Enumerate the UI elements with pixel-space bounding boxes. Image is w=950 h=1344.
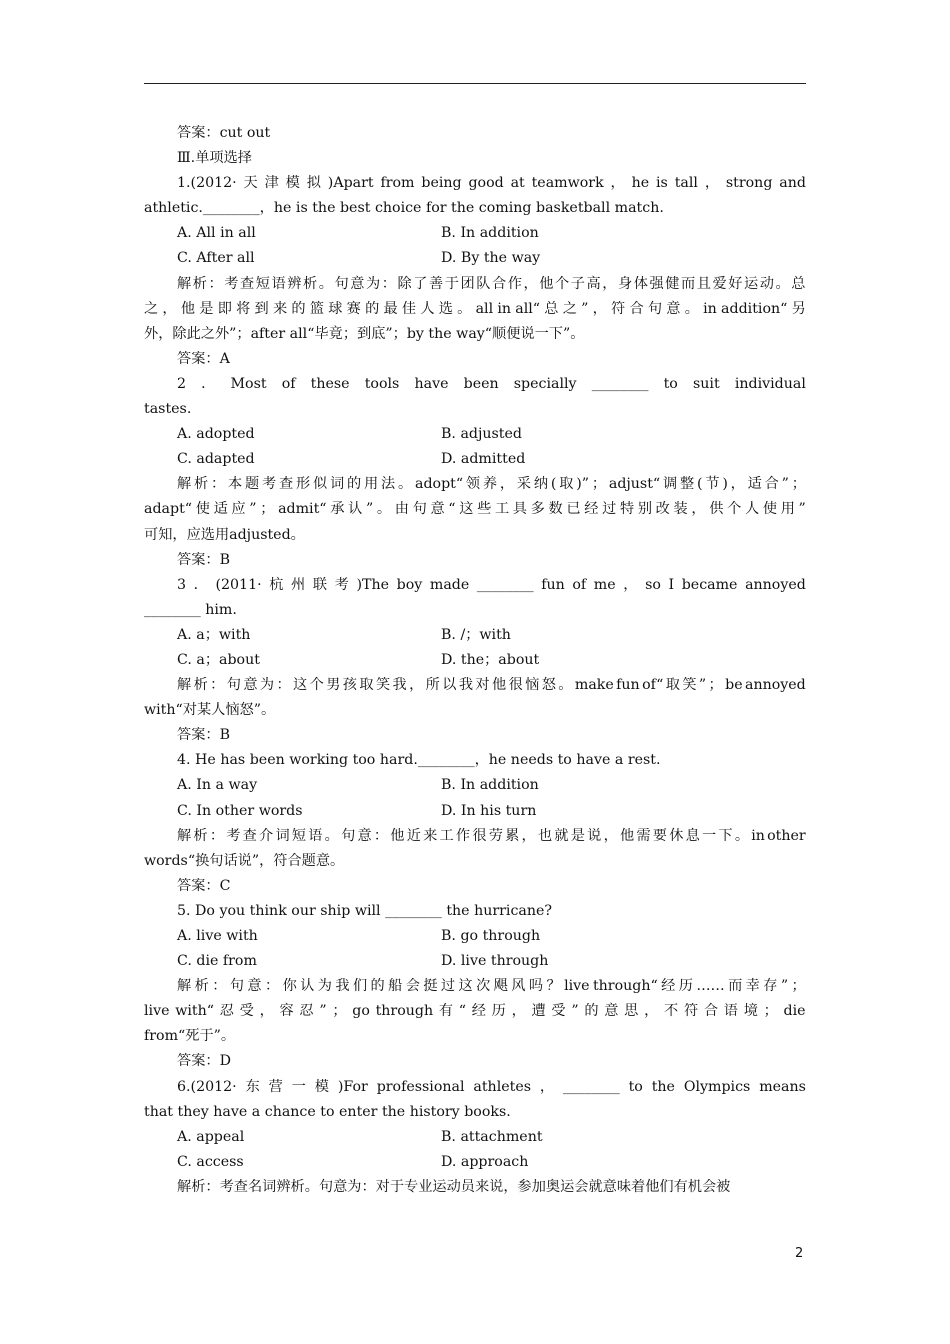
text-line: 解 析 ： 考 查 短 语 辨 析 。 句 意 为 ： 除 了 善 于 团 队 合 作 ， 他 个 子 高 ， 身 体 强 健 而 且 爱 好 运 动 。 总: [177, 275, 806, 292]
answer-options-row: [144, 623, 806, 648]
option-left: A. a；with: [177, 626, 251, 643]
option-left: C. After all: [177, 250, 255, 267]
option-right: D. the；about: [441, 651, 540, 668]
answer-options-row: [144, 1150, 806, 1175]
option-right: D. live through: [441, 953, 549, 970]
option-right: D. By the way: [441, 250, 541, 267]
text-line: 答案：A: [177, 350, 230, 367]
answer-options-row: [144, 221, 806, 246]
text-line: 5. Do you think our ship will ________ the hurricane?: [177, 902, 553, 919]
document-body: [144, 121, 806, 1200]
option-right: B. go through: [441, 928, 541, 944]
answer-options-row: [144, 422, 806, 447]
answer-options-row: [144, 924, 806, 949]
header-rule: [144, 83, 806, 84]
answer-options-row: [144, 447, 806, 472]
option-left: A. live with: [177, 928, 258, 944]
text-line: 2 ． Most of these tools have been specially ________ to suit individual: [177, 375, 806, 392]
option-left: C. die from: [177, 953, 257, 970]
option-left: A. appeal: [177, 1128, 245, 1145]
text-line: tastes.: [144, 401, 192, 418]
option-right: B. adjusted: [441, 426, 522, 443]
text-line: 答案：cut out: [177, 125, 271, 141]
option-right: B. /；with: [441, 626, 511, 643]
text-line: 外，除此之外”；after all“毕竟；到底”；by the way“顺便说一下”。: [144, 325, 585, 342]
option-right: D. approach: [441, 1153, 529, 1170]
text-line: 答案：B: [177, 551, 230, 568]
text-line: 答案：D: [177, 1053, 231, 1070]
option-left: C. access: [177, 1153, 244, 1170]
text-line: adapt“ 使 适 应 ” ； admit“ 承 认 ” 。 由 句 意 “ 这 些 工 具 多 数 已 经 过 特 别 改 装 ， 供 个 人 使 用 ”: [144, 501, 806, 518]
answer-options-row: [144, 799, 806, 824]
option-left: A. In a way: [177, 777, 258, 794]
text-line: 之 ， 他 是 即 将 到 来 的 篮 球 赛 的 最 佳 人 选 。 all in all“ 总 之 ” ， 符 合 句 意 。 in addition“ 另: [144, 300, 806, 317]
text-line: 解 析 ： 考 查 介 词 短 语 。 句 意 ： 他 近 来 工 作 很 劳 累 ， 也 就 是 说 ， 他 需 要 休 息 一 下 。 in other: [177, 827, 806, 844]
option-left: C. In other words: [177, 802, 303, 819]
text-line: live with“ 忍 受 ， 容 忍 ” ； go through 有 “ 经 历 ， 遭 受 ” 的 意 思 ， 不 符 合 语 境 ； die: [144, 1003, 806, 1020]
text-line: 答案：B: [177, 727, 230, 744]
text-line: Ⅲ.单项选择: [177, 150, 252, 167]
option-left: C. adapted: [177, 451, 255, 468]
answer-options-row: [144, 246, 806, 271]
option-right: B. In addition: [441, 225, 539, 242]
text-line: 答案：C: [177, 877, 231, 894]
option-right: D. admitted: [441, 451, 526, 468]
text-line: 3 ． (2011· 杭 州 联 考 )The boy made ________ fun of me ， so I became annoyed: [177, 576, 806, 593]
text-line: 解 析 ： 句 意 为 ： 这 个 男 孩 取 笑 我 ， 所 以 我 对 他 很 恼 怒 。 make fun of“ 取 笑 ” ； be annoyed: [177, 677, 806, 694]
option-right: D. In his turn: [441, 802, 537, 819]
page-number: 2: [795, 1246, 804, 1261]
answer-options-row: [144, 1125, 806, 1150]
text-line: 4. He has been working too hard.________，he needs to have a rest.: [177, 752, 661, 769]
text-line: 可知，应选用adjusted。: [144, 526, 305, 543]
option-right: B. attachment: [441, 1128, 543, 1145]
text-line: from“死于”。: [144, 1028, 236, 1045]
text-line: 解析：考查名词辨析。句意为：对于专业运动员来说，参加奥运会就意味着他们有机会被: [177, 1178, 731, 1195]
option-left: A. All in all: [177, 225, 256, 242]
option-left: A. adopted: [177, 426, 255, 443]
text-line: 6.(2012· 东 营 一 模 )For professional athletes ， ________ to the Olympics means: [177, 1078, 806, 1095]
text-line: athletic.________，he is the best choice for the coming basketball match.: [144, 200, 664, 217]
answer-options-row: [144, 648, 806, 673]
text-line: 解 析 ： 句 意 ： 你 认 为 我 们 的 船 会 挺 过 这 次 飓 风 吗 ？ live through“ 经 历 …… 而 幸 存 ” ；: [177, 978, 806, 995]
answer-options-row: [144, 949, 806, 974]
answer-options-row: [144, 773, 806, 798]
text-line: words“换句话说”，符合题意。: [144, 852, 345, 869]
option-left: C. a；about: [177, 651, 260, 668]
text-line: 解 析 ： 本 题 考 查 形 似 词 的 用 法 。 adopt“ 领 养 ， 采 纳 ( 取 )” ； adjust“ 调 整 ( 节 ) ， 适 合 ” ；: [177, 476, 806, 493]
option-right: B. In addition: [441, 777, 539, 794]
text-line: that they have a chance to enter the history books.: [144, 1103, 511, 1120]
text-line: with“对某人恼怒”。: [144, 702, 276, 719]
text-line: 1.(2012· 天 津 模 拟 )Apart from being good at teamwork ， he is tall ， strong and: [177, 175, 806, 192]
text-line: ________ him.: [144, 601, 237, 618]
